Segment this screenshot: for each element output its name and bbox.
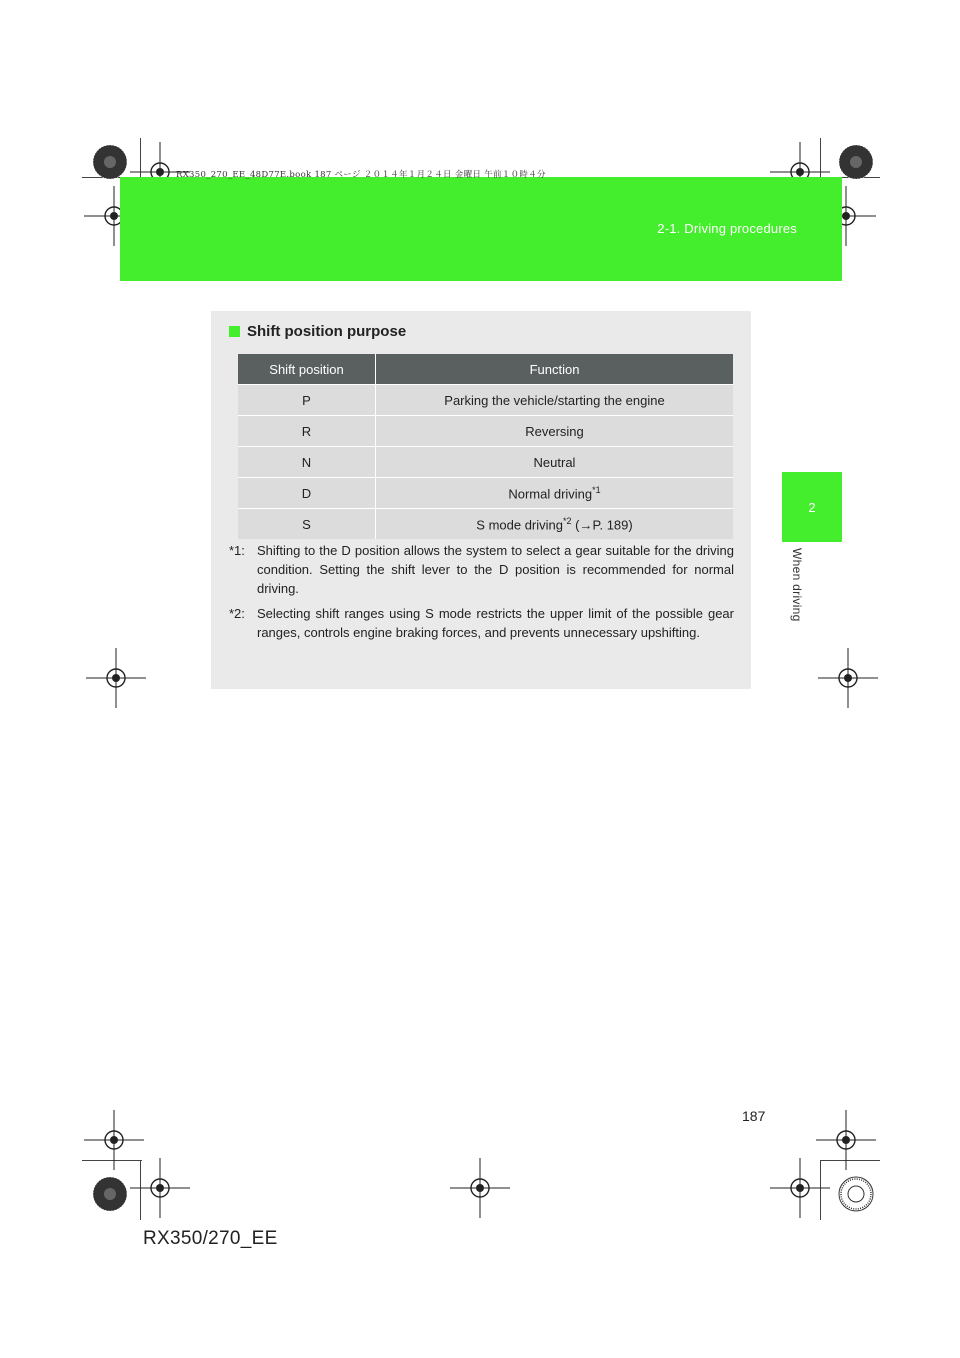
table-row: [238, 385, 733, 416]
footnote-mark: *2:: [229, 606, 245, 621]
registration-rosette-icon: [92, 144, 128, 180]
shift-position-cell: R: [238, 416, 376, 447]
footnote-text: Selecting shift ranges using S mode restricts the upper limit of the possible gear ranges, controls engine braking forces, and prevents unnecessary upshifting.: [257, 606, 734, 640]
chapter-label: When driving: [790, 548, 804, 622]
section-heading: [229, 323, 406, 340]
registration-rosette-icon: [92, 1176, 128, 1212]
footnote-reference: *1: [592, 484, 601, 495]
page-reference-link[interactable]: (→P. 189): [575, 517, 633, 533]
content-panel: [211, 311, 751, 689]
crosshair-icon: [450, 1158, 510, 1218]
function-text: Normal driving: [508, 486, 593, 502]
footnote-text: Shifting to the D position allows the system to select a gear suitable for the driving condition. Setting the shift lever to the D position is recommended for normal driving.: [257, 543, 734, 596]
registration-rosette-icon: [838, 1176, 874, 1212]
crosshair-icon: [86, 648, 146, 708]
function-cell: Parking the vehicle/starting the engine: [376, 385, 734, 416]
crosshair-icon: [770, 1158, 830, 1218]
heading-bullet-icon: [229, 326, 240, 337]
footnote-mark-text: *2: [229, 606, 242, 621]
column-header: Shift position: [238, 354, 376, 385]
function-cell: [376, 478, 734, 509]
table-header-row: [238, 354, 733, 385]
chapter-tab: [782, 472, 842, 542]
function-cell: Reversing: [376, 416, 734, 447]
footnote-item: [229, 541, 734, 598]
shift-position-cell: S: [238, 509, 376, 540]
function-cell: Neutral: [376, 447, 734, 478]
table-row: [238, 478, 733, 509]
shift-position-cell: D: [238, 478, 376, 509]
shift-position-cell: N: [238, 447, 376, 478]
footnotes: [229, 541, 734, 648]
model-code: RX350/270_EE: [143, 1228, 278, 1249]
chapter-number: 2: [808, 500, 816, 515]
column-header: Function: [376, 354, 734, 385]
table-row: [238, 509, 733, 540]
footnote-mark: *1:: [229, 543, 245, 558]
footnote-mark-text: *1: [229, 543, 242, 558]
table-row: [238, 416, 733, 447]
crosshair-icon: [818, 648, 878, 708]
shift-position-table: [238, 354, 733, 539]
footnote-item: [229, 604, 734, 642]
section-title: 2-1. Driving procedures: [657, 221, 797, 236]
shift-position-cell: P: [238, 385, 376, 416]
function-text: S mode driving: [476, 517, 563, 533]
registration-rosette-icon: [838, 144, 874, 180]
crosshair-icon: [130, 1158, 190, 1218]
page-number: 187: [742, 1108, 766, 1124]
table-row: [238, 447, 733, 478]
function-cell: [376, 509, 734, 540]
section-heading-text: Shift position purpose: [247, 323, 407, 340]
print-metadata: RX350_270_EE_48D77E.book 187 ページ ２０１４年１月２４日 金曜日 午前１０時４分: [176, 170, 546, 180]
chapter-header-band: [120, 177, 842, 281]
footnote-reference: *2: [563, 515, 572, 526]
